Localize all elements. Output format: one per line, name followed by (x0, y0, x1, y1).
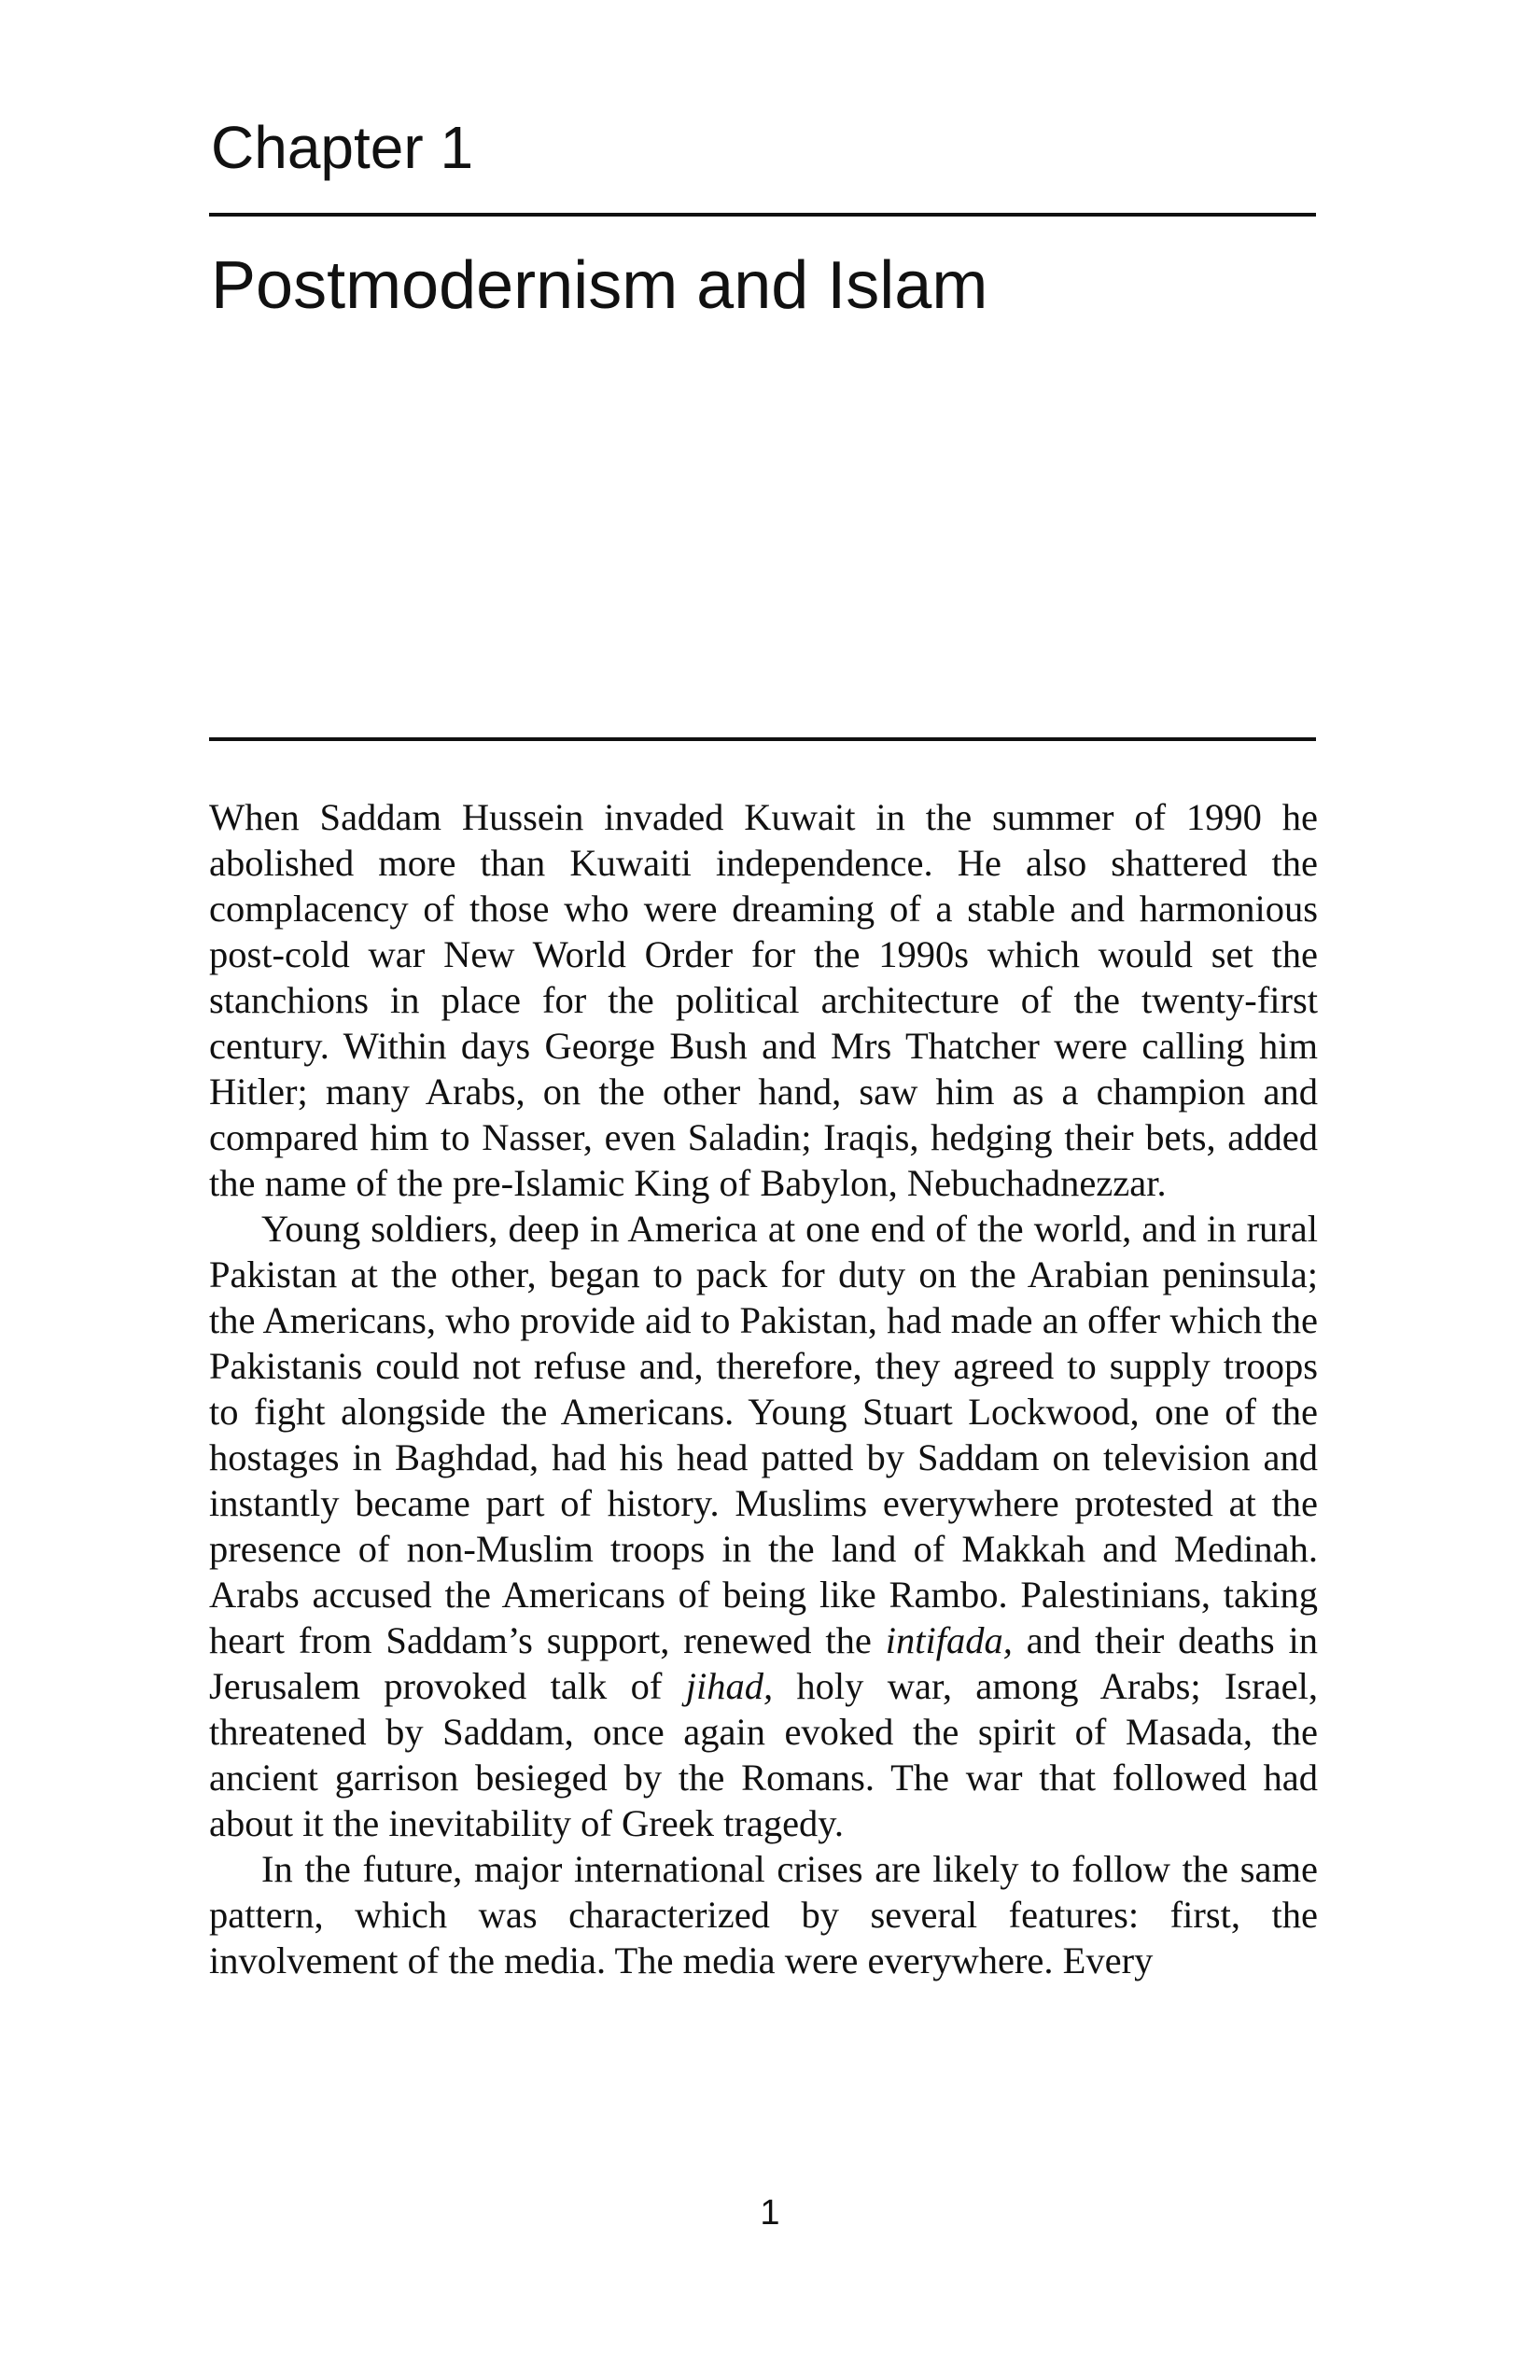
chapter-title: Postmodernism and Islam (211, 248, 988, 323)
chapter-header-rule (209, 213, 1316, 217)
paragraph-1 (209, 794, 1318, 1206)
page-number: 1 (760, 2193, 780, 2233)
chapter-label: Chapter 1 (211, 114, 474, 181)
paragraph-3 (209, 1846, 1318, 1983)
italic-term-jihad: jihad, (685, 1665, 774, 1707)
paragraph-segment: and their deaths in Jerusalem provoked talk of (209, 1619, 1318, 1707)
paragraph-segment: holy war, among Arabs; Israel, threatened by Saddam, once again evoked the spirit of Masada, the ancient garrison besieged by the Romans. The war that followed had about it the inevitability of Greek tragedy. (209, 1665, 1318, 1844)
italic-term-intifada: intifada, (885, 1619, 1013, 1661)
paragraph-2 (209, 1206, 1318, 1846)
paragraph-segment: Young soldiers, deep in America at one end of the world, and in rural Pakistan at the other, began to pack for duty on the Arabian peninsula; the Americans, who provide aid to Pakistan, had made an offer which the Pakistanis could not refuse and, therefore, they agreed to supply troops to fight alongside the Americans. Young Stuart Lockwood, one of the hostages in Baghdad, had his head patted by Saddam on television and instantly became part of history. Muslims everywhere protested at the presence of non-Muslim troops in the land of Makkah and Medinah. Arabs accused the Americans of being like Rambo. Palestinians, taking heart from Saddam’s support, renewed the (209, 1208, 1318, 1661)
paragraph-segment: In the future, major international crises are likely to follow the same pattern, which was characterized by several features: first, the involvement of the media. The media were everywhere. Every (209, 1848, 1318, 1981)
section-divider-rule (209, 737, 1316, 741)
body-text (209, 794, 1318, 1983)
paragraph-segment: When Saddam Hussein invaded Kuwait in the summer of 1990 he abolished more than Kuwaiti independence. He also shattered the complacency of those who were dreaming of a stable and harmonious post-cold war New World Order for the 1990s which would set the stanchions in place for the political architecture of the twenty-first century. Within days George Bush and Mrs Thatcher were calling him Hitler; many Arabs, on the other hand, saw him as a champion and compared him to Nasser, even Saladin; Iraqis, hedging their bets, added the name of the pre-Islamic King of Babylon, Nebuchadnezzar. (209, 796, 1318, 1204)
